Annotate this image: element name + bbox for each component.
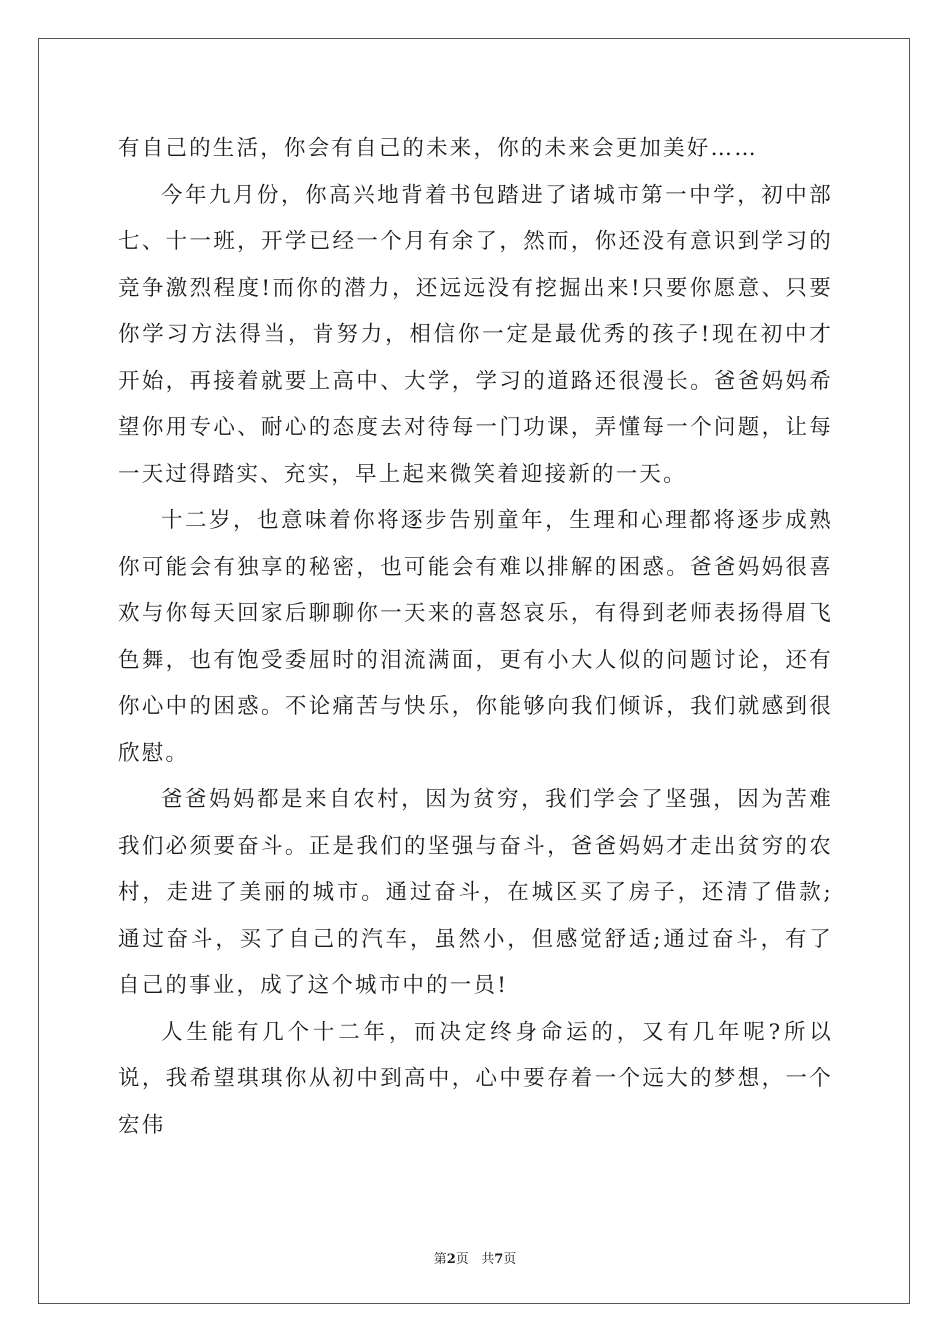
footer-page-prefix: 第 xyxy=(433,1252,447,1267)
footer-page-current: 2 xyxy=(446,1252,456,1267)
paragraph-1: 有自己的生活，你会有自己的未来，你的未来会更加美好…… xyxy=(118,136,758,161)
footer-page-total: 7 xyxy=(494,1252,504,1267)
paragraph-2: 今年九月份，你高兴地背着书包踏进了诸城市第一中学，初中部七、十一班，开学已经一个月有余了，然而，你还没有意识到学习的竞争激烈程度!而你的潜力，还远远没有挖掘出来!只要你愿意、只要你学习方法得当，肯努力，相信你一定是最优秀的孩子!现在初中才开始，再接着就要上高中、大学，学习的道路还很漫长。爸爸妈妈希望你用专心、耐心的态度去对待每一门功课，弄懂每一个问题，让每一天过得踏实、充实，早上起来微笑着迎接新的一天。 xyxy=(118,182,833,487)
footer-page-mid: 页 共 xyxy=(455,1252,495,1267)
page-footer xyxy=(0,1248,950,1267)
document-body xyxy=(118,126,833,1149)
paragraph-3: 十二岁，也意味着你将逐步告别童年，生理和心理都将逐步成熟你可能会有独享的秘密，也可能会有难以排解的困惑。爸爸妈妈很喜欢与你每天回家后聊聊你一天来的喜怒哀乐，有得到老师表扬得眉飞色舞，也有饱受委屈时的泪流满面，更有小大人似的问题讨论，还有你心中的困惑。不论痛苦与快乐，你能够向我们倾诉，我们就感到很欣慰。 xyxy=(118,508,833,766)
paragraph-5: 人生能有几个十二年，而决定终身命运的，又有几年呢?所以说，我希望琪琪你从初中到高中，心中要存着一个远大的梦想，一个宏伟 xyxy=(118,1019,833,1138)
footer-page-suffix: 页 xyxy=(503,1252,517,1267)
paragraph-4: 爸爸妈妈都是来自农村，因为贫穷，我们学会了坚强，因为苦难我们必须要奋斗。正是我们的坚强与奋斗，爸爸妈妈才走出贫穷的农村，走进了美丽的城市。通过奋斗，在城区买了房子，还清了借款;通过奋斗，买了自己的汽车，虽然小，但感觉舒适;通过奋斗，有了自己的事业，成了这个城市中的一员! xyxy=(118,787,833,998)
